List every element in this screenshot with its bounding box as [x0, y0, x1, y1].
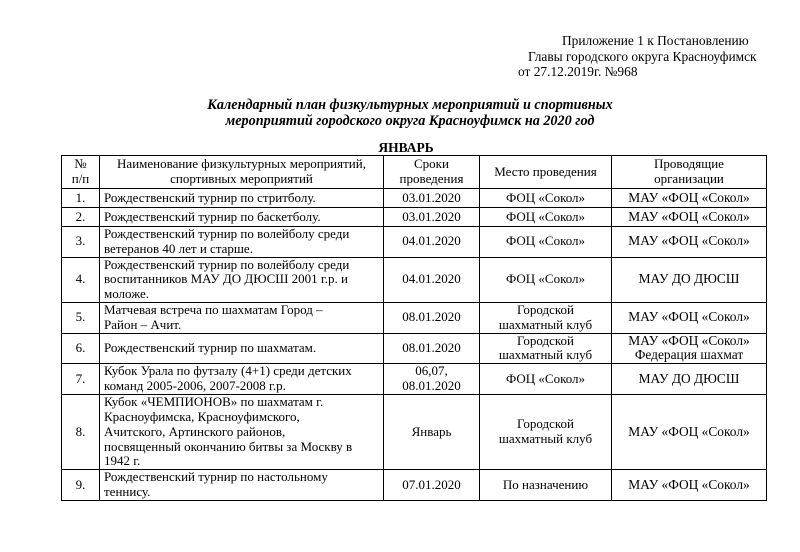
document-title: [190, 97, 630, 129]
title-line-2: мероприятий городского округа Красноуфимск на 2020 год: [225, 113, 595, 129]
column-header-org: [612, 156, 767, 189]
cell-line: 06,07,: [415, 363, 448, 379]
cell-line: ФОЦ «Сокол»: [505, 189, 586, 205]
cell-place: [480, 470, 612, 501]
column-header-line: проведения: [399, 171, 464, 186]
cell-org: [612, 257, 767, 302]
cell-name: [100, 395, 384, 470]
cell-line: МАУ «ФОЦ «Сокол»: [628, 309, 750, 325]
cell-line: Матчевая встреча по шахматам Город –: [104, 301, 323, 317]
cell-line: МАУ «ФОЦ «Сокол»: [628, 332, 750, 348]
table-row: [62, 395, 767, 470]
cell-line: 03.01.2020: [402, 189, 461, 205]
header-line-2: Главы городского округа Красноуфимск: [528, 48, 757, 64]
cell-date: [384, 227, 480, 258]
cell-org: [612, 395, 767, 470]
cell-line: Городской: [517, 332, 574, 348]
cell-line: ФОЦ «Сокол»: [505, 370, 586, 386]
cell-line: 07.01.2020: [402, 476, 461, 492]
cell-line: Январь: [411, 423, 452, 439]
column-header-line: Проводящие: [654, 156, 724, 172]
column-header-line: №: [74, 156, 87, 172]
cell-line: Рождественский турнир по настольному: [104, 469, 328, 485]
cell-line: Городской: [517, 416, 574, 432]
table-row: [62, 302, 767, 333]
cell-line: МАУ ДО ДЮСШ: [638, 370, 740, 386]
cell-num: 4.: [62, 257, 100, 302]
cell-num: 5.: [62, 302, 100, 333]
cell-line: 08.01.2020: [402, 378, 461, 394]
cell-place: [480, 257, 612, 302]
column-header-line: Место проведения: [494, 163, 597, 179]
cell-date: [384, 257, 480, 302]
table-row: [62, 333, 767, 364]
cell-place: [480, 189, 612, 208]
cell-name: [100, 302, 384, 333]
cell-name: [100, 470, 384, 501]
cell-num: 1.: [62, 189, 100, 208]
table-row: [62, 227, 767, 258]
column-header-date: [384, 156, 480, 189]
column-header-num: [62, 156, 100, 189]
cell-name: [100, 333, 384, 364]
cell-line: 1942 г.: [104, 453, 141, 469]
cell-line: ФОЦ «Сокол»: [505, 271, 586, 287]
cell-num: 2.: [62, 208, 100, 227]
header-line-3: от 27.12.2019г. №968: [518, 64, 638, 79]
cell-org: [612, 189, 767, 208]
cell-place: [480, 227, 612, 258]
cell-line: Кубок Урала по футзалу (4+1) среди детских: [104, 363, 352, 379]
cell-line: МАУ «ФОЦ «Сокол»: [628, 423, 750, 439]
cell-line: Рождественский турнир по шахматам.: [104, 339, 317, 355]
cell-date: [384, 333, 480, 364]
column-header-name: [100, 156, 384, 189]
table-row: [62, 470, 767, 501]
month-heading: ЯНВАРЬ: [378, 140, 434, 155]
cell-org: [612, 470, 767, 501]
cell-num: 6.: [62, 333, 100, 364]
cell-line: Городской: [517, 301, 574, 317]
cell-line: Рождественский турнир по волейболу среди: [104, 256, 350, 272]
cell-line: МАУ ДО ДЮСШ: [638, 271, 740, 287]
cell-date: [384, 208, 480, 227]
cell-line: воспитанников МАУ ДО ДЮСШ 2001 г.р. и: [104, 271, 348, 287]
column-header-place: [480, 156, 612, 189]
cell-name: [100, 364, 384, 395]
column-header-line: организации: [654, 171, 724, 186]
cell-line: МАУ «ФОЦ «Сокол»: [628, 189, 750, 205]
cell-line: шахматный клуб: [498, 316, 593, 332]
cell-line: ФОЦ «Сокол»: [505, 208, 586, 224]
cell-date: [384, 302, 480, 333]
cell-line: Район – Ачит.: [104, 316, 182, 332]
title-line-1: Календарный план физкультурных мероприятий и спортивных: [207, 97, 613, 113]
cell-line: ветеранов 40 лет и старше.: [104, 240, 253, 256]
cell-line: МАУ «ФОЦ «Сокол»: [628, 476, 750, 492]
cell-org: [612, 333, 767, 364]
cell-line: моложе.: [104, 286, 150, 302]
header-line-1: Приложение 1 к Постановлению: [562, 33, 749, 48]
cell-line: 03.01.2020: [402, 208, 461, 224]
cell-num: 9.: [62, 470, 100, 501]
cell-date: [384, 395, 480, 470]
cell-place: [480, 302, 612, 333]
table-row: [62, 257, 767, 302]
cell-line: Рождественский турнир по баскетболу.: [104, 208, 321, 224]
cell-line: МАУ «ФОЦ «Сокол»: [628, 208, 750, 224]
events-table: [61, 155, 767, 501]
cell-place: [480, 333, 612, 364]
column-header-line: Сроки: [414, 156, 449, 172]
cell-name: [100, 208, 384, 227]
cell-line: 04.01.2020: [402, 271, 461, 287]
cell-line: Кубок «ЧЕМПИОНОВ» по шахматам г.: [104, 394, 324, 410]
cell-line: команд 2005-2006, 2007-2008 г.р.: [104, 378, 286, 394]
cell-org: [612, 302, 767, 333]
cell-line: Рождественский турнир по стритболу.: [104, 189, 316, 205]
column-header-line: спортивных мероприятий: [170, 171, 313, 186]
table-row: [62, 364, 767, 395]
cell-date: [384, 364, 480, 395]
cell-org: [612, 208, 767, 227]
table-row: [62, 208, 767, 227]
cell-date: [384, 470, 480, 501]
cell-line: 08.01.2020: [402, 339, 461, 355]
cell-place: [480, 395, 612, 470]
cell-line: шахматный клуб: [498, 431, 593, 447]
cell-line: Красноуфимска, Красноуфимского,: [104, 408, 300, 424]
cell-line: посвященный окончанию битвы за Москву в: [104, 438, 353, 454]
cell-place: [480, 364, 612, 395]
document-header: [518, 33, 757, 80]
cell-line: Рождественский турнир по волейболу среди: [104, 226, 350, 241]
cell-num: 8.: [62, 395, 100, 470]
cell-line: Ачитского, Артинского районов,: [104, 423, 286, 439]
cell-name: [100, 257, 384, 302]
cell-line: теннису.: [104, 483, 151, 499]
cell-line: Федерация шахмат: [634, 347, 744, 363]
cell-name: [100, 189, 384, 208]
cell-line: шахматный клуб: [498, 347, 593, 363]
cell-line: 04.01.2020: [402, 233, 461, 249]
cell-line: По назначению: [502, 476, 589, 492]
cell-line: 08.01.2020: [402, 309, 461, 325]
cell-line: ФОЦ «Сокол»: [505, 233, 586, 249]
column-header-line: Наименование физкультурных мероприятий,: [117, 156, 366, 172]
cell-org: [612, 364, 767, 395]
cell-line: МАУ «ФОЦ «Сокол»: [628, 233, 750, 249]
cell-name: [100, 227, 384, 258]
cell-num: 7.: [62, 364, 100, 395]
cell-place: [480, 208, 612, 227]
table-header-row: [62, 156, 767, 189]
cell-date: [384, 189, 480, 208]
cell-org: [612, 227, 767, 258]
table-row: [62, 189, 767, 208]
cell-num: 3.: [62, 227, 100, 258]
column-header-line: п/п: [71, 171, 90, 186]
